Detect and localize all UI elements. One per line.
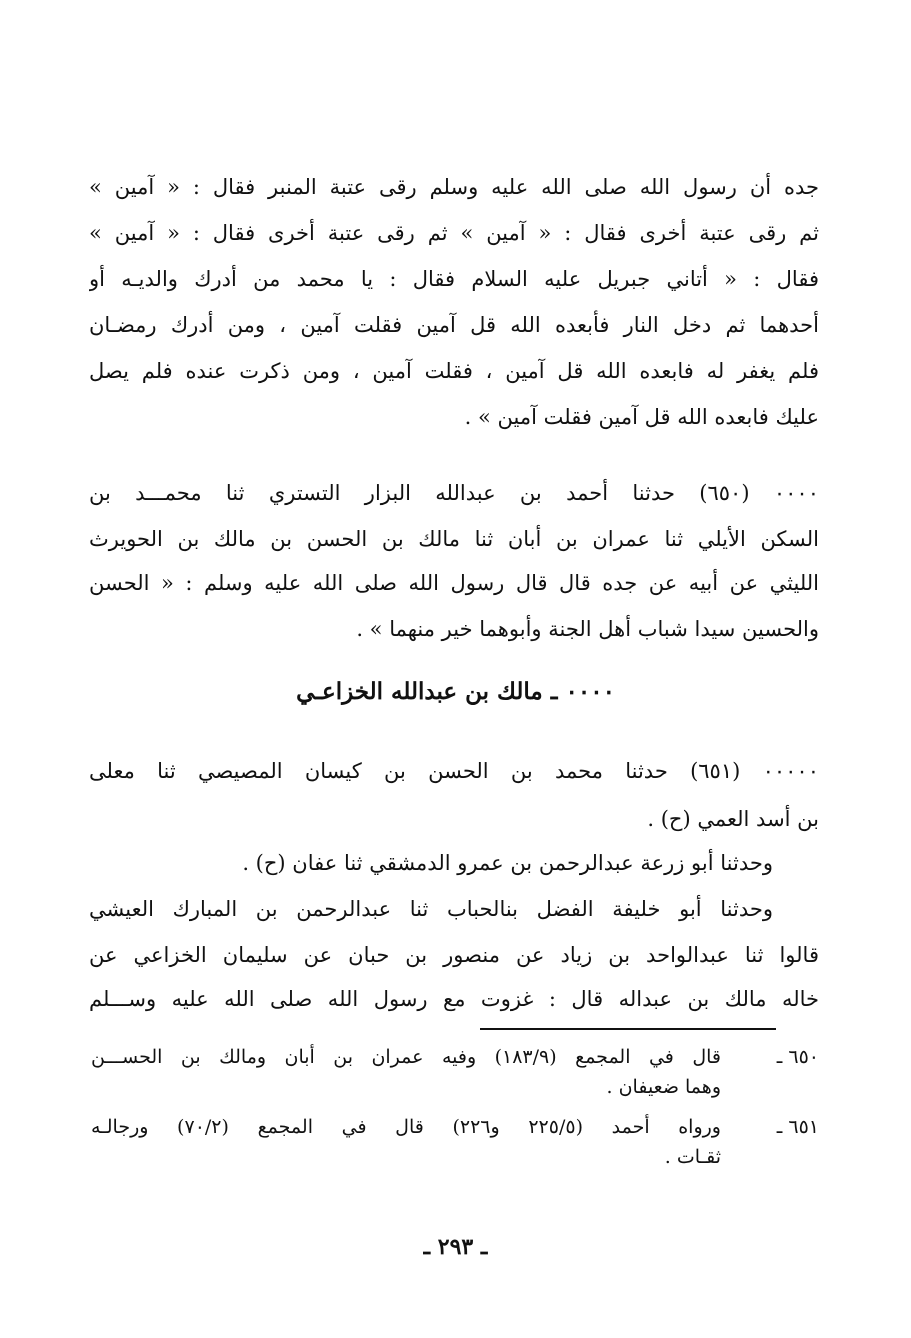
text-line: وحدثنا أبو زرعة عبدالرحمن بن عمرو الدمشقي ثنا عفان (ح) . [242, 851, 773, 875]
text-line: جده أن رسول الله صلى الله عليه وسلم رقى عتبة المنبر فقال : « آمين » [89, 175, 819, 199]
text-line: وحدثنا أبو خليفة الفضل بنالحباب ثنا عبدالرحمن بن المبارك العيشي [89, 897, 773, 921]
text-line: فلم يغفر له فابعده الله قل آمين ، فقلت آمين ، ومن ذكرت عنده فلم يصل [89, 359, 819, 383]
footnote-number: ٦٥١ ـ [776, 1116, 819, 1138]
footnote-separator [480, 1028, 776, 1030]
text-line: السكن الأيلي ثنا عمران بن أبان ثنا مالك بن الحسن بن مالك بن الحويرث [89, 527, 819, 551]
text-line: ٠٠٠٠٠ (٦٥١) حدثنا محمد بن الحسن بن كيسان المصيصي ثنا معلى [89, 759, 819, 783]
text-line: خاله مالك بن عبداله قال : غزوت مع رسول الله صلى الله عليه وســـلم [89, 987, 819, 1011]
footnote-line: ورواه أحمد (٢٢٥/٥ و٢٢٦) قال في المجمع (٧٠/٢) ورجالـه [91, 1116, 721, 1138]
text-line: بن أسد العمي (ح) . [647, 807, 819, 831]
page-number: ـ ٢٩٣ ـ [423, 1234, 488, 1260]
text-line: أحدهما ثم دخل النار فأبعده الله قل آمين فقلت آمين ، ومن أدرك رمضـان [89, 313, 819, 337]
text-line: قالوا ثنا عبدالواحد بن زياد عن منصور بن حبان عن سليمان الخزاعي عن [89, 943, 819, 967]
text-line: عليك فابعده الله قل آمين فقلت آمين » . [464, 405, 819, 429]
footnote-line: قال في المجمع (١٨٣/٩) وفيه عمران بن أبان ومالك بن الحســـن [91, 1046, 721, 1068]
text-line: ٠٠٠٠ (٦٥٠) حدثنا أحمد بن عبدالله البزار التستري ثنا محمـــد بن [89, 481, 819, 505]
text-line: ثم رقى عتبة أخرى فقال : « آمين » ثم رقى عتبة أخرى فقال : « آمين » [89, 221, 819, 245]
footnote-line: ثقـات . [664, 1146, 721, 1168]
text-line: والحسين سيدا شباب أهل الجنة وأبوهما خير منهما » . [356, 617, 819, 641]
section-heading: ٠٠٠٠ ـ مالك بن عبدالله الخزاعـي [296, 678, 615, 705]
footnote-line: وهما ضعيفان . [606, 1076, 721, 1098]
footnote-number: ٦٥٠ ـ [776, 1046, 819, 1068]
text-line: فقال : « أتاني جبريل عليه السلام فقال : يا محمد من أدرك والديـه أو [89, 267, 819, 291]
text-line: الليثي عن أبيه عن جده قال قال رسول الله صلى الله عليه وسلم : « الحسن [89, 571, 819, 595]
